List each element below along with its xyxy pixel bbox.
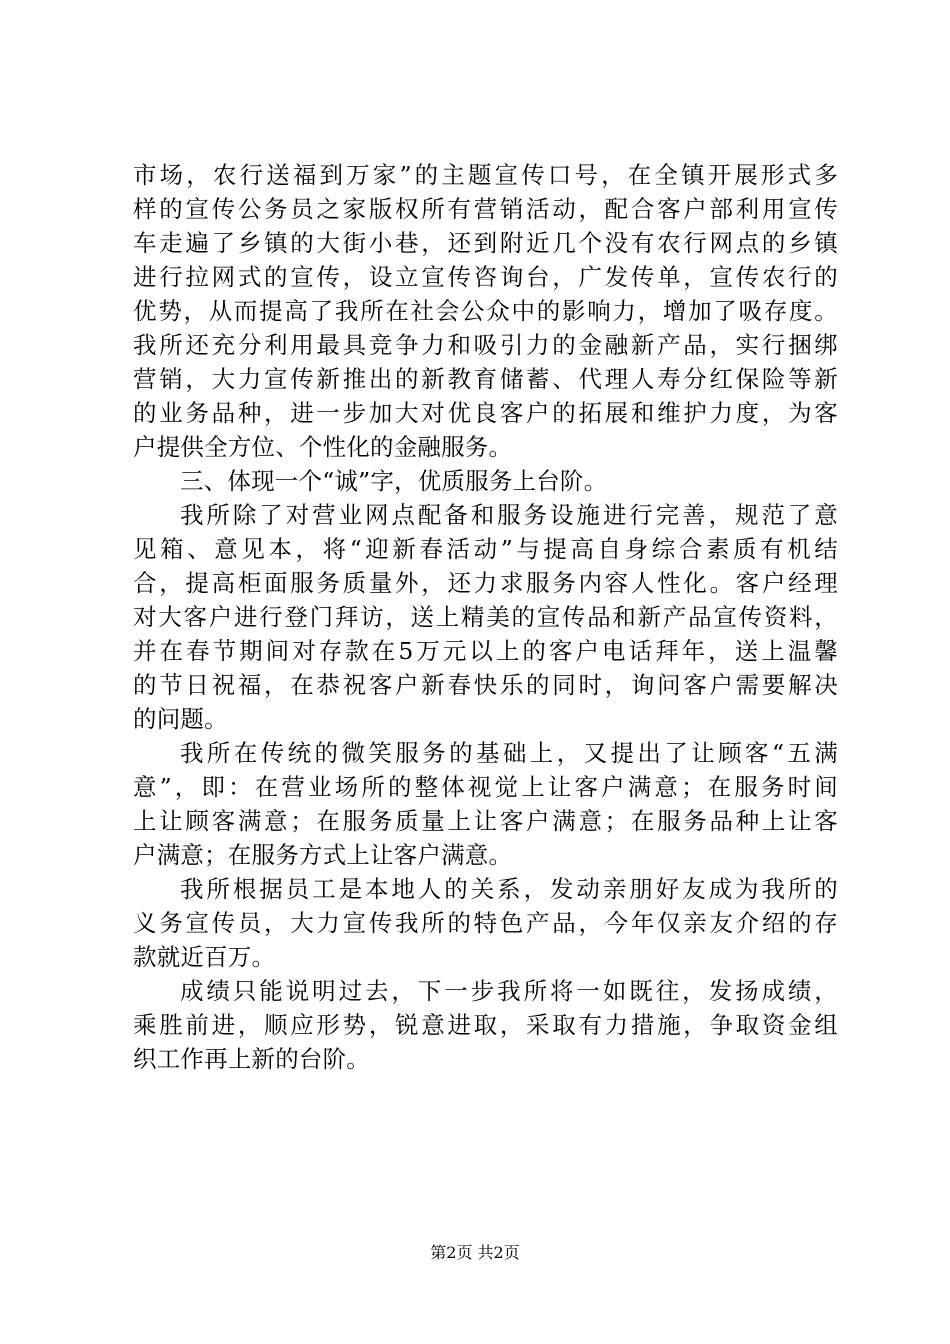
paragraph: [133, 158, 838, 464]
text-line: 进行拉网式的宣传，设立宣传咨询台，广发传单，宣传农行的: [133, 263, 838, 291]
paragraph: [133, 974, 838, 1076]
text-line: 三、体现一个“诚”字，优质服务上台阶。: [180, 467, 608, 495]
paragraph: [133, 872, 838, 974]
text-line: 织工作再上新的台阶。: [133, 1045, 370, 1073]
text-line: 的业务品种，进一步加大对优良客户的拓展和维护力度，为客: [133, 399, 838, 427]
text-line: 市场，农行送福到万家”的主题宣传口号，在全镇开展形式多: [133, 161, 838, 189]
text-line: 合，提高柜面服务质量外，还力求服务内容人性化。客户经理: [133, 569, 838, 597]
text-line: 意”，即：在营业场所的整体视觉上让客户满意；在服务时间: [133, 773, 838, 801]
text-line: 我所还充分利用最具竞争力和吸引力的金融新产品，实行捆绑: [133, 331, 838, 359]
text-line: 款就近百万。: [133, 943, 276, 971]
text-line: 优势，从而提高了我所在社会公众中的影响力，增加了吸存度。: [133, 297, 838, 325]
text-line: 营销，大力宣传新推出的新教育储蓄、代理人寿分红保险等新: [133, 365, 838, 393]
text-line: 上让顾客满意；在服务质量上让客户满意；在服务品种上让客: [133, 807, 838, 835]
text-line: 样的宣传公务员之家版权所有营销活动，配合客户部利用宣传: [133, 195, 838, 223]
page-footer: [0, 1242, 950, 1264]
text-line: 乘胜前进，顺应形势，锐意进取，采取有力措施，争取资金组: [133, 1011, 838, 1039]
text-line: 的问题。: [133, 705, 228, 733]
text-line: 我所根据员工是本地人的关系，发动亲朋好友成为我所的: [180, 875, 838, 903]
text-line: 见箱、意见本，将“迎新春活动”与提高自身综合素质有机结: [133, 535, 838, 563]
text-line: 并在春节期间对存款在5万元以上的客户电话拜年，送上温馨: [133, 637, 838, 665]
text-line: 我所除了对营业网点配备和服务设施进行完善，规范了意: [180, 501, 838, 529]
text-line: 我所在传统的微笑服务的基础上，又提出了让顾客“五满: [180, 739, 838, 767]
text-line: 对大客户进行登门拜访，送上精美的宣传品和新产品宣传资料，: [133, 603, 838, 631]
text-line: 户提供全方位、个性化的金融服务。: [133, 433, 513, 461]
section-heading: [133, 464, 838, 498]
document-body: [133, 158, 838, 1076]
paragraph: [133, 498, 838, 736]
text-line: 户满意；在服务方式上让客户满意。: [133, 841, 513, 869]
text-line: 车走遍了乡镇的大街小巷，还到附近几个没有农行网点的乡镇: [133, 229, 838, 257]
text-line: 义务宣传员，大力宣传我所的特色产品，今年仅亲友介绍的存: [133, 909, 838, 937]
page-number-label: 第2页 共2页: [430, 1243, 520, 1262]
text-line: 成绩只能说明过去，下一步我所将一如既往，发扬成绩，: [180, 977, 838, 1005]
text-line: 的节日祝福，在恭祝客户新春快乐的同时，询问客户需要解决: [133, 671, 838, 699]
paragraph: [133, 736, 838, 872]
